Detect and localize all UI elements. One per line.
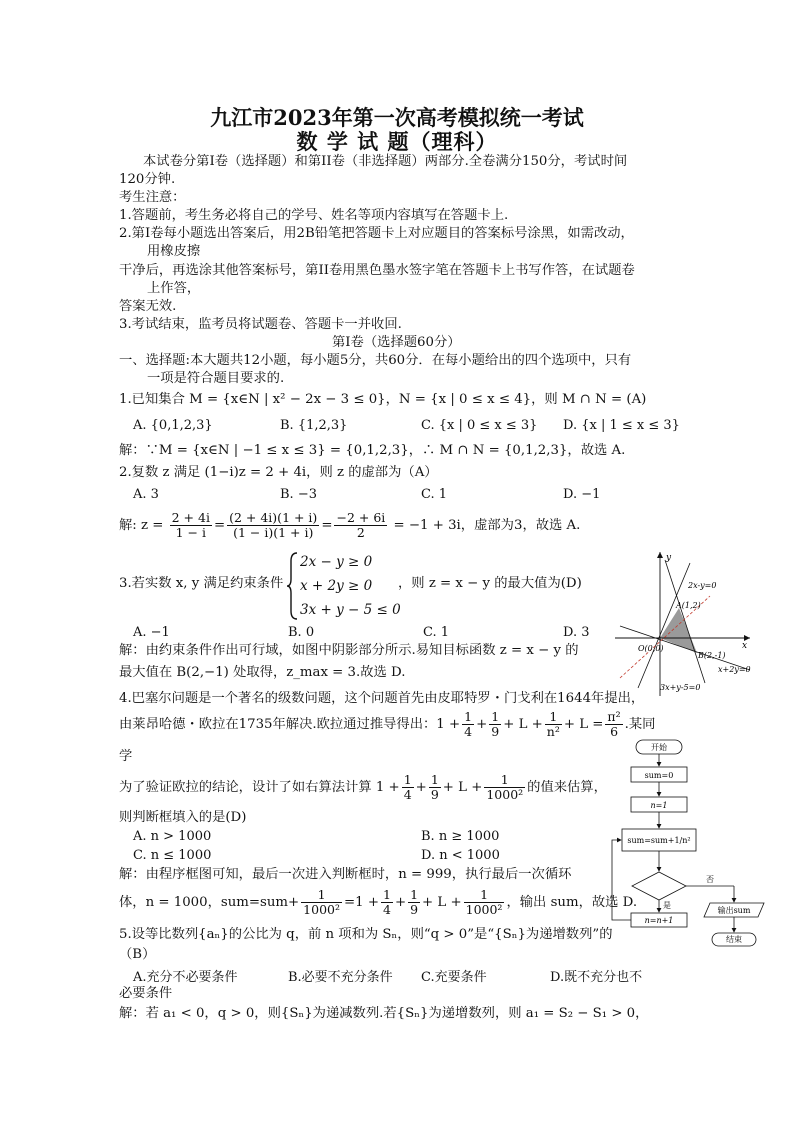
- q4-line-2: 由莱昂哈德・欧拉在1735年解决.欧拉通过推导得出：1 + $\frac{1}{4}$ + $\frac{1}{9}$ + L + $\frac{1}{\text{n²}}$ + L = $\frac{\text{π²}}{6}$ .某同: [119, 709, 656, 739]
- x-axis-label: x: [742, 641, 748, 651]
- q5-option-d-cont: 必要条件: [119, 986, 173, 1001]
- q2-f2-den: (1 − i)(1 + i): [233, 525, 314, 540]
- q2-f3-den: 2: [356, 525, 365, 540]
- q3-option-b: B. 0: [288, 625, 315, 640]
- q4-frac-quarter-num: 1: [464, 709, 473, 724]
- q5-option-b: B.必要不充分条件: [288, 970, 393, 985]
- q2-option-c: C. 1: [421, 487, 448, 502]
- q4-sol-eq1: =1 +: [344, 895, 379, 910]
- q1-option-a: A. {0,1,2,3}: [133, 418, 213, 433]
- label-point-a: A(1,2): [676, 601, 701, 610]
- q4-option-a: A. n > 1000: [133, 829, 212, 844]
- q4-frac-ninth: [489, 710, 501, 739]
- q4-sol-frac-1000b-den: 1000²: [465, 902, 503, 917]
- flow-increment-label: n=n+1: [644, 916, 674, 925]
- intro-line-2: 120分钟.: [119, 172, 176, 187]
- q4-solution-1: 解：由程序框图可知，最后一次进入判断框时，n = 999，执行最后一次循环: [119, 867, 572, 882]
- q2-fraction-1: [170, 511, 212, 540]
- q4-sol-frac-1000a: [301, 888, 342, 917]
- q2-f1-num: 2 + 4i: [171, 510, 210, 525]
- q1-stem: 1.已知集合 M = {x∈N | x² − 2x − 3 ≤ 0}，N = {x | 0 ≤ x ≤ 4}，则 M ∩ N = (A): [119, 392, 647, 407]
- q3-solution-1: 解：由约束条件作出可行域，如图中阴影部分所示.易知目标函数 z = x − y 的: [119, 643, 579, 658]
- q3-brace: [287, 551, 299, 621]
- exam-subtitle: 数 学 试 题（理科）: [296, 129, 498, 154]
- feasible-region-graph: [610, 548, 760, 698]
- q4-frac-pi: [605, 710, 622, 739]
- q4-sol-frac-1000a-den: 1000²: [303, 902, 340, 917]
- section-desc-1: 一、选择题:本大题共12小题，每小题5分，共60分．在每小题给出的四个选项中，只有: [119, 353, 632, 368]
- q3-solution-2: 最大值在 B(2,−1) 处取得，z_max = 3.故选 D.: [119, 665, 406, 680]
- q4-line-4: 为了验证欧拉的结论，设计了如右算法计算 1 + $\frac{1}{4}$ + $\frac{1}{9}$ + L + $\frac{1}{\text{1000²}}$ 的值来估算，: [119, 772, 607, 802]
- q3-stem-prefix: 3.若实数 x, y 满足约束条件: [119, 576, 284, 591]
- q5-option-a: A.充分不必要条件: [133, 970, 238, 985]
- q3-constraint-3: 3x + y − 5 ≤ 0: [300, 602, 401, 618]
- q4-sol-frac-quarter-den: 4: [382, 902, 391, 917]
- q4-l4-suffix: 的值来估算，: [527, 780, 607, 795]
- q3-option-c: C. 1: [423, 625, 450, 640]
- q2-stem: 2.复数 z 满足 (1−i)z = 2 + 4i，则 z 的虚部为（A）: [119, 465, 438, 480]
- feasible-region-shading: [660, 608, 697, 653]
- q4-sol-frac-1000b-num: 1: [464, 888, 505, 903]
- q5-answer: （B）: [119, 947, 156, 962]
- q4-l2-suffix: .某同: [624, 717, 656, 732]
- q1-option-d: D. {x | 1 ≤ x ≤ 3}: [563, 418, 680, 433]
- q2-solution: 解: z = $\frac{2 + 4i}{1 - i}$ = $\frac{(2 + 4i)(1 + i)}{(1 - i)(1 + i)}$ = $\frac{-2 + 6i}{2}$ = −1 + 3i，虚部为3，故选 A.: [119, 510, 581, 540]
- note-2b: 用橡皮擦: [147, 244, 201, 259]
- exam-title: 九江市2023年第一次高考模拟统一考试: [210, 105, 584, 130]
- label-point-b: B(2,-1): [698, 651, 726, 660]
- q5-solution: 解：若 a₁ < 0，q > 0，则{Sₙ}为递减数列.若{Sₙ}为递增数列，则 a₁ = S₂ − S₁ > 0，: [119, 1006, 649, 1021]
- q2-fraction-2: [227, 511, 319, 540]
- q4-solution-2: 体，n = 1000，sum=sum+ $\frac{1}{\text{1000²}}$ =1 + $\frac{1}{4}$ + $\frac{1}{9}$ + L + $\frac{1}{\text{1000²}}$ ，输出 sum，故选 D.: [119, 887, 638, 917]
- q1-option-c: C. {x | 0 ≤ x ≤ 3}: [421, 418, 538, 433]
- q4-frac-n2-den: n²: [546, 724, 560, 739]
- q1-option-b: B. {1,2,3}: [280, 418, 348, 433]
- q4-frac-quarter: [462, 710, 474, 739]
- q2-f3-num: −2 + 6i: [336, 510, 386, 525]
- q2-f1-den: 1 − i: [175, 525, 206, 540]
- flow-init-sum-label: sum=0: [644, 771, 674, 780]
- label-3x-y-5: 3x+y-5=0: [660, 683, 701, 692]
- q4-eq-l: + L =: [563, 717, 604, 732]
- q4-frac-quarter-den: 4: [464, 724, 473, 739]
- q4-frac-pi-den: 6: [610, 724, 619, 739]
- q3-option-d: D. 3: [563, 625, 590, 640]
- flow-condition: [632, 872, 686, 900]
- q2-f2-num: (2 + 4i)(1 + i): [229, 510, 318, 525]
- q2-fraction-3: [334, 511, 387, 540]
- q3-constraints: [300, 550, 401, 622]
- q4-frac-ninth-2-den: 9: [430, 787, 439, 802]
- q4-frac-ninth-num: 1: [491, 709, 500, 724]
- q4-frac-1000-den: 1000²: [486, 787, 524, 802]
- q2-sol-suffix: = −1 + 3i，虚部为3，故选 A.: [393, 518, 581, 533]
- label-origin: O(0,0): [638, 644, 664, 653]
- flow-loop-back: [612, 840, 631, 920]
- q4-sol-frac-ninth-den: 9: [410, 902, 419, 917]
- q4-sol-frac-1000a-num: 1: [301, 888, 342, 903]
- q4-frac-ninth-2-num: 1: [430, 772, 439, 787]
- q4-frac-n2-num: 1: [545, 710, 562, 725]
- q1-solution: 解：∵M = {x∈N | −1 ≤ x ≤ 3} = {0,1,2,3}，∴ M ∩ N = {0,1,2,3}，故选 A.: [119, 443, 626, 458]
- q5-stem: 5.设等比数列{aₙ}的公比为 q，前 n 项和为 Sₙ，则“q > 0”是“{Sₙ}为递增数列”的: [119, 927, 613, 942]
- q5-option-c: C.充要条件: [421, 970, 487, 985]
- flow-update-label: sum=sum+1/n²: [627, 836, 691, 845]
- q4-line-5: 则判断框填入的是(D): [119, 810, 247, 825]
- q4-frac-ninth-den: 9: [491, 724, 500, 739]
- q4-frac-quarter-2-den: 4: [403, 787, 412, 802]
- q3-constraint-2: x + 2y ≥ 0: [300, 578, 373, 594]
- note-2e: 答案无效.: [119, 299, 177, 314]
- notes-title: 考生注意：: [119, 190, 186, 205]
- q4-sol2-suffix: ，输出 sum，故选 D.: [506, 895, 638, 910]
- q4-plus-l-1: + L +: [503, 717, 543, 732]
- flow-no-label: 否: [706, 875, 714, 884]
- q3-option-a: A. −1: [133, 625, 170, 640]
- q4-l2-prefix: 由莱昂哈德・欧拉在1735年解决.欧拉通过推导得出：1 +: [119, 717, 461, 732]
- q4-option-b: B. n ≥ 1000: [421, 829, 500, 844]
- flow-start-label: 开始: [651, 743, 667, 752]
- q4-l4-prefix: 为了验证欧拉的结论，设计了如右算法计算 1 +: [119, 780, 400, 795]
- q4-option-c: C. n ≤ 1000: [133, 848, 212, 863]
- label-2x-y: 2x-y=0: [688, 581, 717, 590]
- note-2d: 上作答，: [147, 281, 201, 296]
- q4-plus-l-2: + L +: [442, 780, 483, 795]
- flow-init-n-label: n=1: [650, 801, 668, 810]
- algorithm-flowchart: [606, 736, 776, 951]
- q2-option-b: B. −3: [280, 487, 317, 502]
- flow-yes-label: 是: [663, 901, 671, 910]
- q4-frac-pi-num: π²: [607, 709, 621, 724]
- section-desc-2: 一项是符合题目要求的.: [147, 371, 285, 386]
- q4-sol2-prefix: 体，n = 1000，sum=sum+: [119, 895, 300, 910]
- q4-frac-quarter-2: [402, 773, 414, 802]
- note-3: 3.考试结束，监考员将试题卷、答题卡一并收回.: [119, 317, 402, 332]
- note-1: 1.答题前，考生务必将自己的学号、姓名等项内容填写在答题卡上.: [119, 208, 509, 223]
- q4-frac-quarter-2-num: 1: [403, 772, 412, 787]
- q4-sol-frac-ninth: [408, 888, 420, 917]
- q4-option-d: D. n < 1000: [421, 848, 500, 863]
- q4-sol-frac-quarter: [381, 888, 393, 917]
- q2-option-d: D. −1: [563, 487, 601, 502]
- note-2a: 2.第I卷每小题选出答案后，用2B铅笔把答题卡上对应题目的答案标号涂黑，如需改动，: [119, 226, 634, 241]
- section-title: 第I卷（选择题60分）: [332, 335, 461, 350]
- q4-sol-plus-l: + L +: [422, 895, 462, 910]
- q4-line-3: 学: [119, 749, 133, 764]
- q4-frac-n2: [545, 710, 562, 739]
- intro-line-1: 本试卷分第I卷（选择题）和第II卷（非选择题）两部分.全卷满分150分，考试时间: [143, 154, 628, 169]
- q2-option-a: A. 3: [133, 487, 159, 502]
- y-axis-arrow: [657, 552, 663, 558]
- label-x-2y: x+2y=0: [718, 665, 751, 674]
- q4-sol-frac-quarter-num: 1: [382, 887, 391, 902]
- q4-sol-frac-ninth-num: 1: [410, 887, 419, 902]
- q4-frac-1000-num: 1: [484, 773, 525, 788]
- flow-output-label: 输出sum: [717, 906, 751, 915]
- note-2c: 干净后，再选涂其他答案标号，第II卷用黑色墨水签字笔在答题卡上书写作答，在试题卷: [119, 263, 635, 278]
- q3-stem-suffix: ，则 z = x − y 的最大值为(D): [398, 576, 582, 591]
- q4-sol-frac-1000b: [464, 888, 505, 917]
- q4-line-1: 4.巴塞尔问题是一个著名的级数问题，这个问题首先由皮耶特罗・门戈利在1644年提出，: [119, 691, 645, 706]
- q4-frac-1000: [484, 773, 525, 802]
- q5-option-d: D.既不充分也不: [550, 970, 643, 985]
- q3-constraint-1: 2x − y ≥ 0: [300, 554, 373, 570]
- flow-end-label: 结束: [726, 935, 742, 944]
- y-axis-label: y: [666, 553, 672, 563]
- q2-sol-prefix: 解: z =: [119, 518, 164, 533]
- q4-frac-ninth-2: [429, 773, 441, 802]
